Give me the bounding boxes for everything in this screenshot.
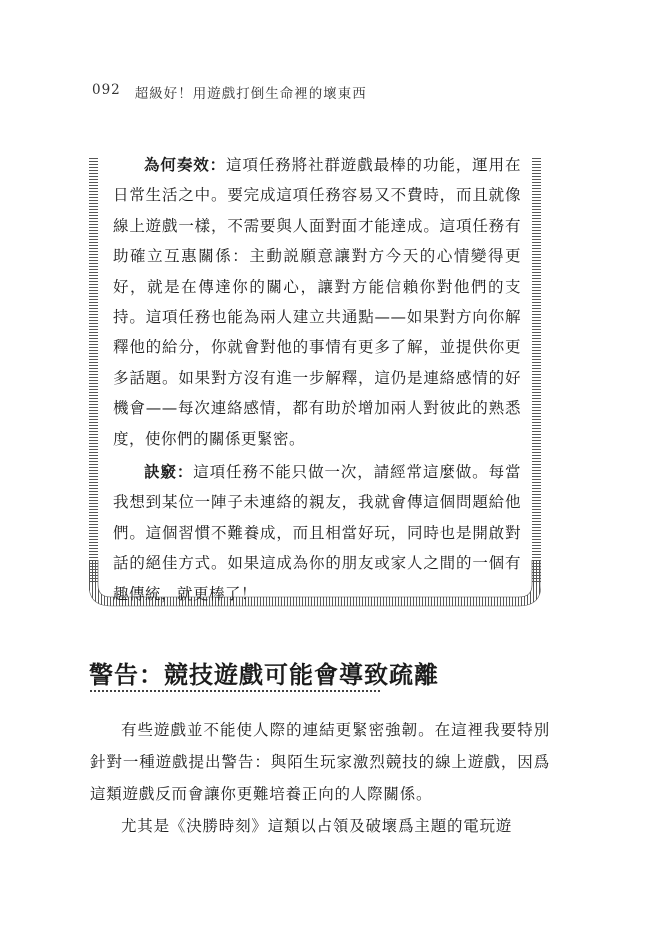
tip-paragraph — [113, 457, 521, 609]
heading-underline — [90, 690, 380, 692]
box-border-right — [532, 158, 541, 583]
body-paragraph: 尤其是《決勝時刻》這類以占領及破壞爲主題的電玩遊 — [121, 817, 513, 835]
why-label: 為何奏效： — [144, 156, 227, 174]
tip-label: 訣竅： — [144, 463, 194, 482]
tip-text: 這項任務不能只做一次，請經常這麼做。每當我想到某位一陣子未連絡的親友，我就會傳這個問題給他們。這個習慣不難養成，而且相當好玩，同時也是開啟對話的絕佳方式。如果這成為你的朋友或家人之間的一個有趣傳統，就更棒了！ — [113, 463, 521, 603]
tip-box — [86, 150, 544, 622]
why-text: 這項任務將社群遊戲最棒的功能，運用在日常生活之中。要完成這項任務容易又不費時，而且就像線上遊戲一樣，不需要與人面對面才能達成。這項任務有助確立互惠關係：主動説願意讓對方今天的心情變得更好，就是在傳達你的關心，讓對方能信賴你對他們的支持。這項任務也能為兩人建立共通點——如果對方向你解釋他的給分，你就會對他的事情有更多了解，並提供你更多話題。如果對方沒有進一步解釋，這仍是連絡感情的好機會——每次連絡感情，都有助於增加兩人對彼此的熟悉度，使你們的關係更緊密。 — [113, 156, 521, 448]
page-number: 092 — [92, 82, 121, 98]
section-heading: 警告：競技遊戲可能會導致疏離 — [89, 661, 439, 689]
tip-box-text — [113, 150, 521, 609]
box-border-left — [89, 158, 98, 583]
body-text — [90, 714, 550, 842]
why-paragraph — [113, 150, 521, 454]
body-paragraph: 有些遊戲並不能使人際的連結更緊密強韌。在這裡我要特別針對一種遊戲提出警告：與陌生玩家激烈競技的線上遊戲，因爲這類遊戲反而會讓你更難培養正向的人際關係。 — [90, 721, 550, 803]
page-header — [92, 82, 367, 102]
running-title: 超級好！用遊戲打倒生命裡的壞東西 — [134, 86, 367, 102]
